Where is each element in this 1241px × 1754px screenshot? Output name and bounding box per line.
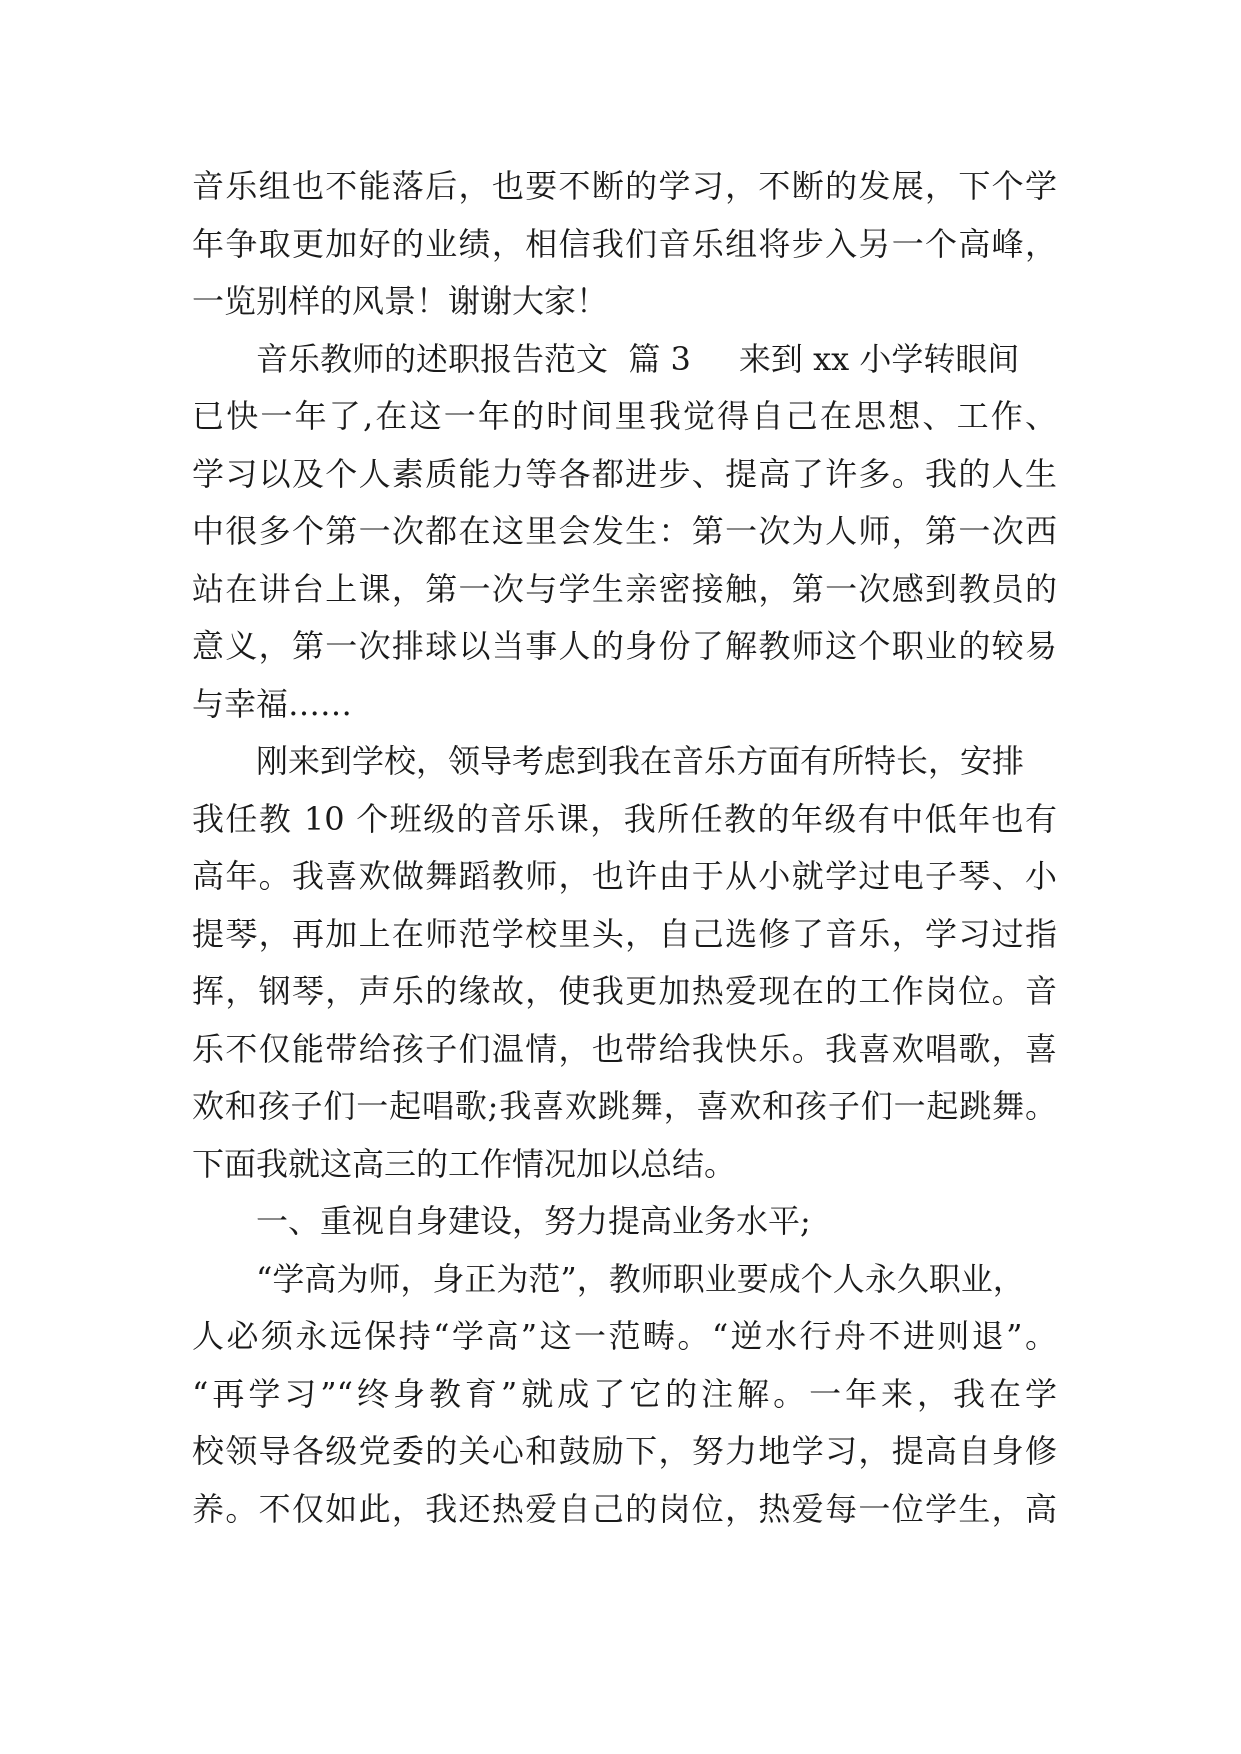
text-line: 校领导各级党委的关心和鼓励下，努力地学习，提高自身修 [192, 1432, 1057, 1470]
subheading: 一、重视自身建设，努力提高业务水平; [256, 1202, 811, 1240]
document-body [192, 158, 1057, 1538]
text-line: 与幸福…… [192, 684, 353, 723]
text-line: 养。不仅如此，我还热爱自己的岗位，热爱每一位学生，高 [192, 1489, 1057, 1528]
text-line: 站在讲台上课，第一次与学生亲密接触，第一次感到教员的 [192, 569, 1057, 608]
text-line: 年争取更加好的业绩，相信我们音乐组将步入另一个高峰， [192, 224, 1057, 263]
section-heading: 音乐教师的述职报告范文 篇 3 [256, 339, 691, 378]
text-line: 提琴，再加上在师范学校里头，自己选修了音乐，学习过指 [192, 914, 1057, 953]
text-line: 下面我就这高三的工作情况加以总结。 [192, 1144, 737, 1183]
text-line: 来到 xx 小学转眼间 [738, 339, 1020, 378]
text-line: 意义，第一次排球以当事人的身份了解教师这个职业的较易 [192, 627, 1057, 665]
text-line: 我任教 10 个班级的音乐课，我所任教的年级有中低年也有 [192, 799, 1057, 838]
text-line: “再学习”“终身教育”就成了它的注解。一年来，我在学 [192, 1374, 1057, 1413]
text-line: 人必须永远保持“学高”这一范畴。“逆水行舟不进则退”。 [192, 1317, 1057, 1355]
text-line: 欢和孩子们一起唱歌;我喜欢跳舞，喜欢和孩子们一起跳舞。 [192, 1087, 1057, 1125]
text-line: 音乐组也不能落后，也要不断的学习，不断的发展，下个学 [192, 167, 1057, 205]
text-line: 刚来到学校，领导考虑到我在音乐方面有所特长，安排 [256, 742, 1025, 780]
text-line: 乐不仅能带给孩子们温情，也带给我快乐。我喜欢唱歌，喜 [192, 1029, 1057, 1068]
text-line: “学高为师，身正为范”，教师职业要成个人永久职业， [256, 1259, 1025, 1298]
text-line: 挥，钢琴，声乐的缘故，使我更加热爱现在的工作岗位。音 [192, 972, 1057, 1010]
text-line: 一览别样的风景！谢谢大家！ [192, 282, 609, 320]
text-line: 已快一年了,在这一年的时间里我觉得自己在思想、工作、 [192, 397, 1057, 435]
text-line: 中很多个第一次都在这里会发生：第一次为人师，第一次西 [192, 512, 1057, 550]
section-heading-line [192, 331, 1057, 389]
text-line: 高年。我喜欢做舞蹈教师，也许由于从小就学过电子琴、小 [192, 857, 1057, 895]
text-line: 学习以及个人素质能力等各都进步、提高了许多。我的人生 [192, 454, 1057, 493]
